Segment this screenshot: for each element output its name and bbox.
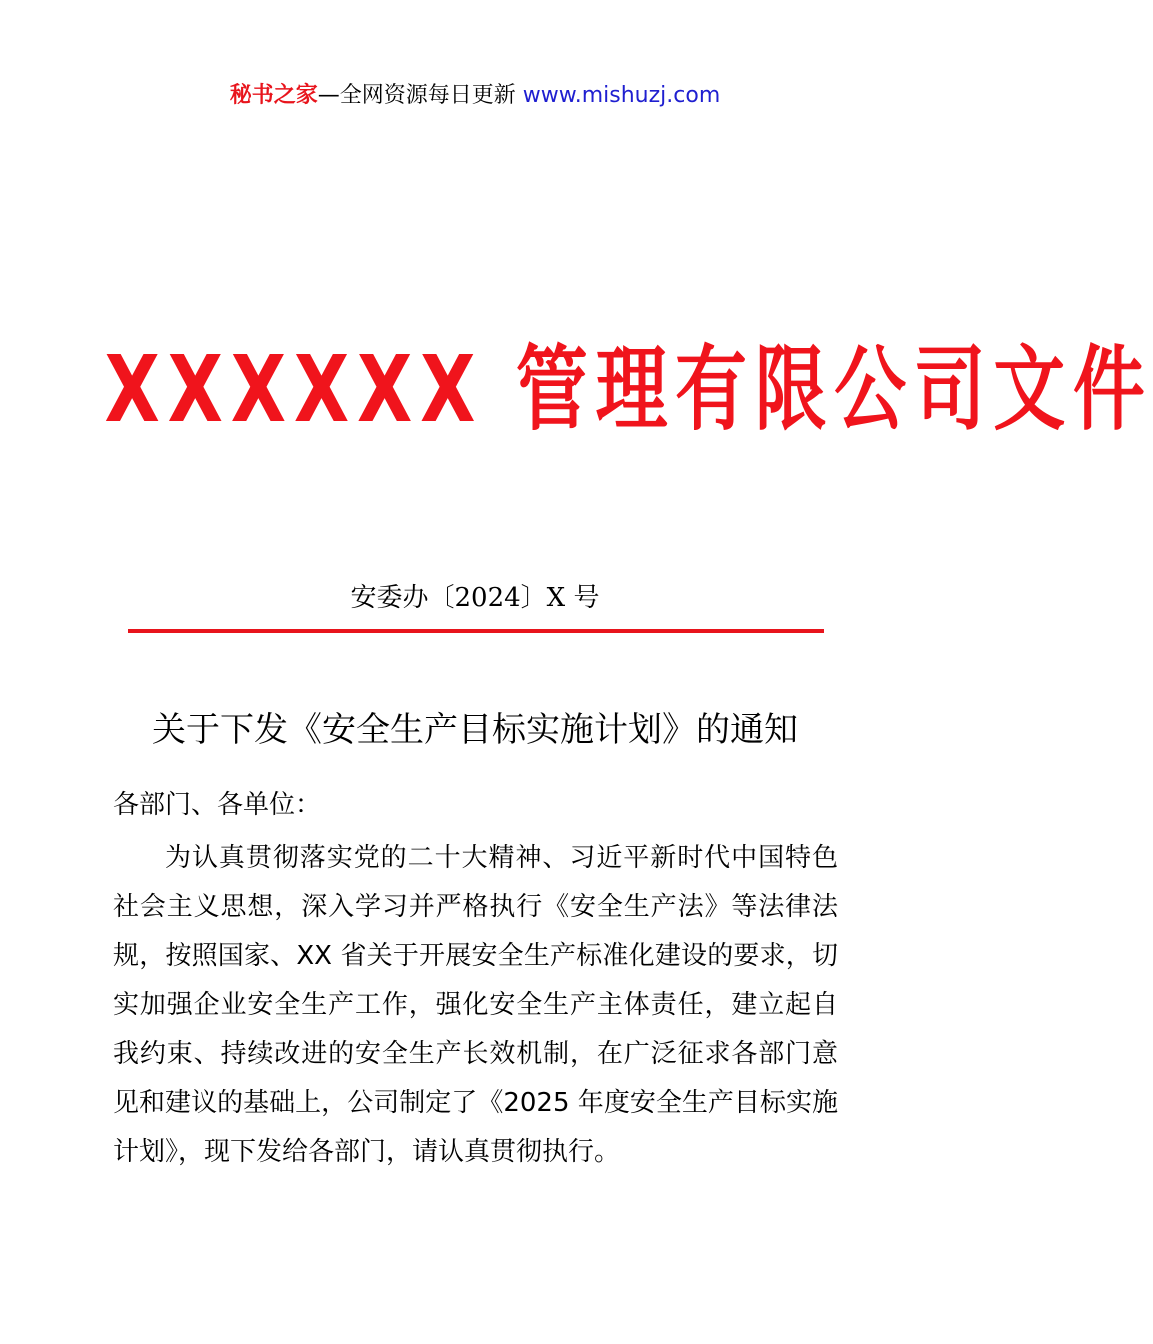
document-masthead-title: XXXXXX 管理有限公司文件 <box>104 336 1153 443</box>
red-divider-line <box>128 629 824 633</box>
body-paragraph: 为认真贯彻落实党的二十大精神、习近平新时代中国特色社会主义思想，深入学习并严格执行《安全生产法》等法律法规，按照国家、XX 省关于开展安全生产标准化建设的要求，切实加强企业安全生产工作，强化安全生产主体责任，建立起自我约束、持续改进的安全生产长效机制，在广泛征求各部门意见和建议的基础上，公司制定了《2025 年度安全生产目标实施计划》，现下发给各部门，请认真贯彻执行。 <box>113 843 838 1167</box>
document-number: 安委办〔2024〕X 号 <box>350 583 600 613</box>
site-tagline: —全网资源每日更新 <box>317 83 516 108</box>
site-header-banner <box>0 80 950 112</box>
salutation: 各部门、各单位： <box>113 790 322 820</box>
notice-title: 关于下发《安全生产目标实施计划》的通知 <box>152 710 798 750</box>
brand-name: 秘书之家 <box>229 83 318 108</box>
site-url-link[interactable]: www.mishuzj.com <box>522 83 721 108</box>
